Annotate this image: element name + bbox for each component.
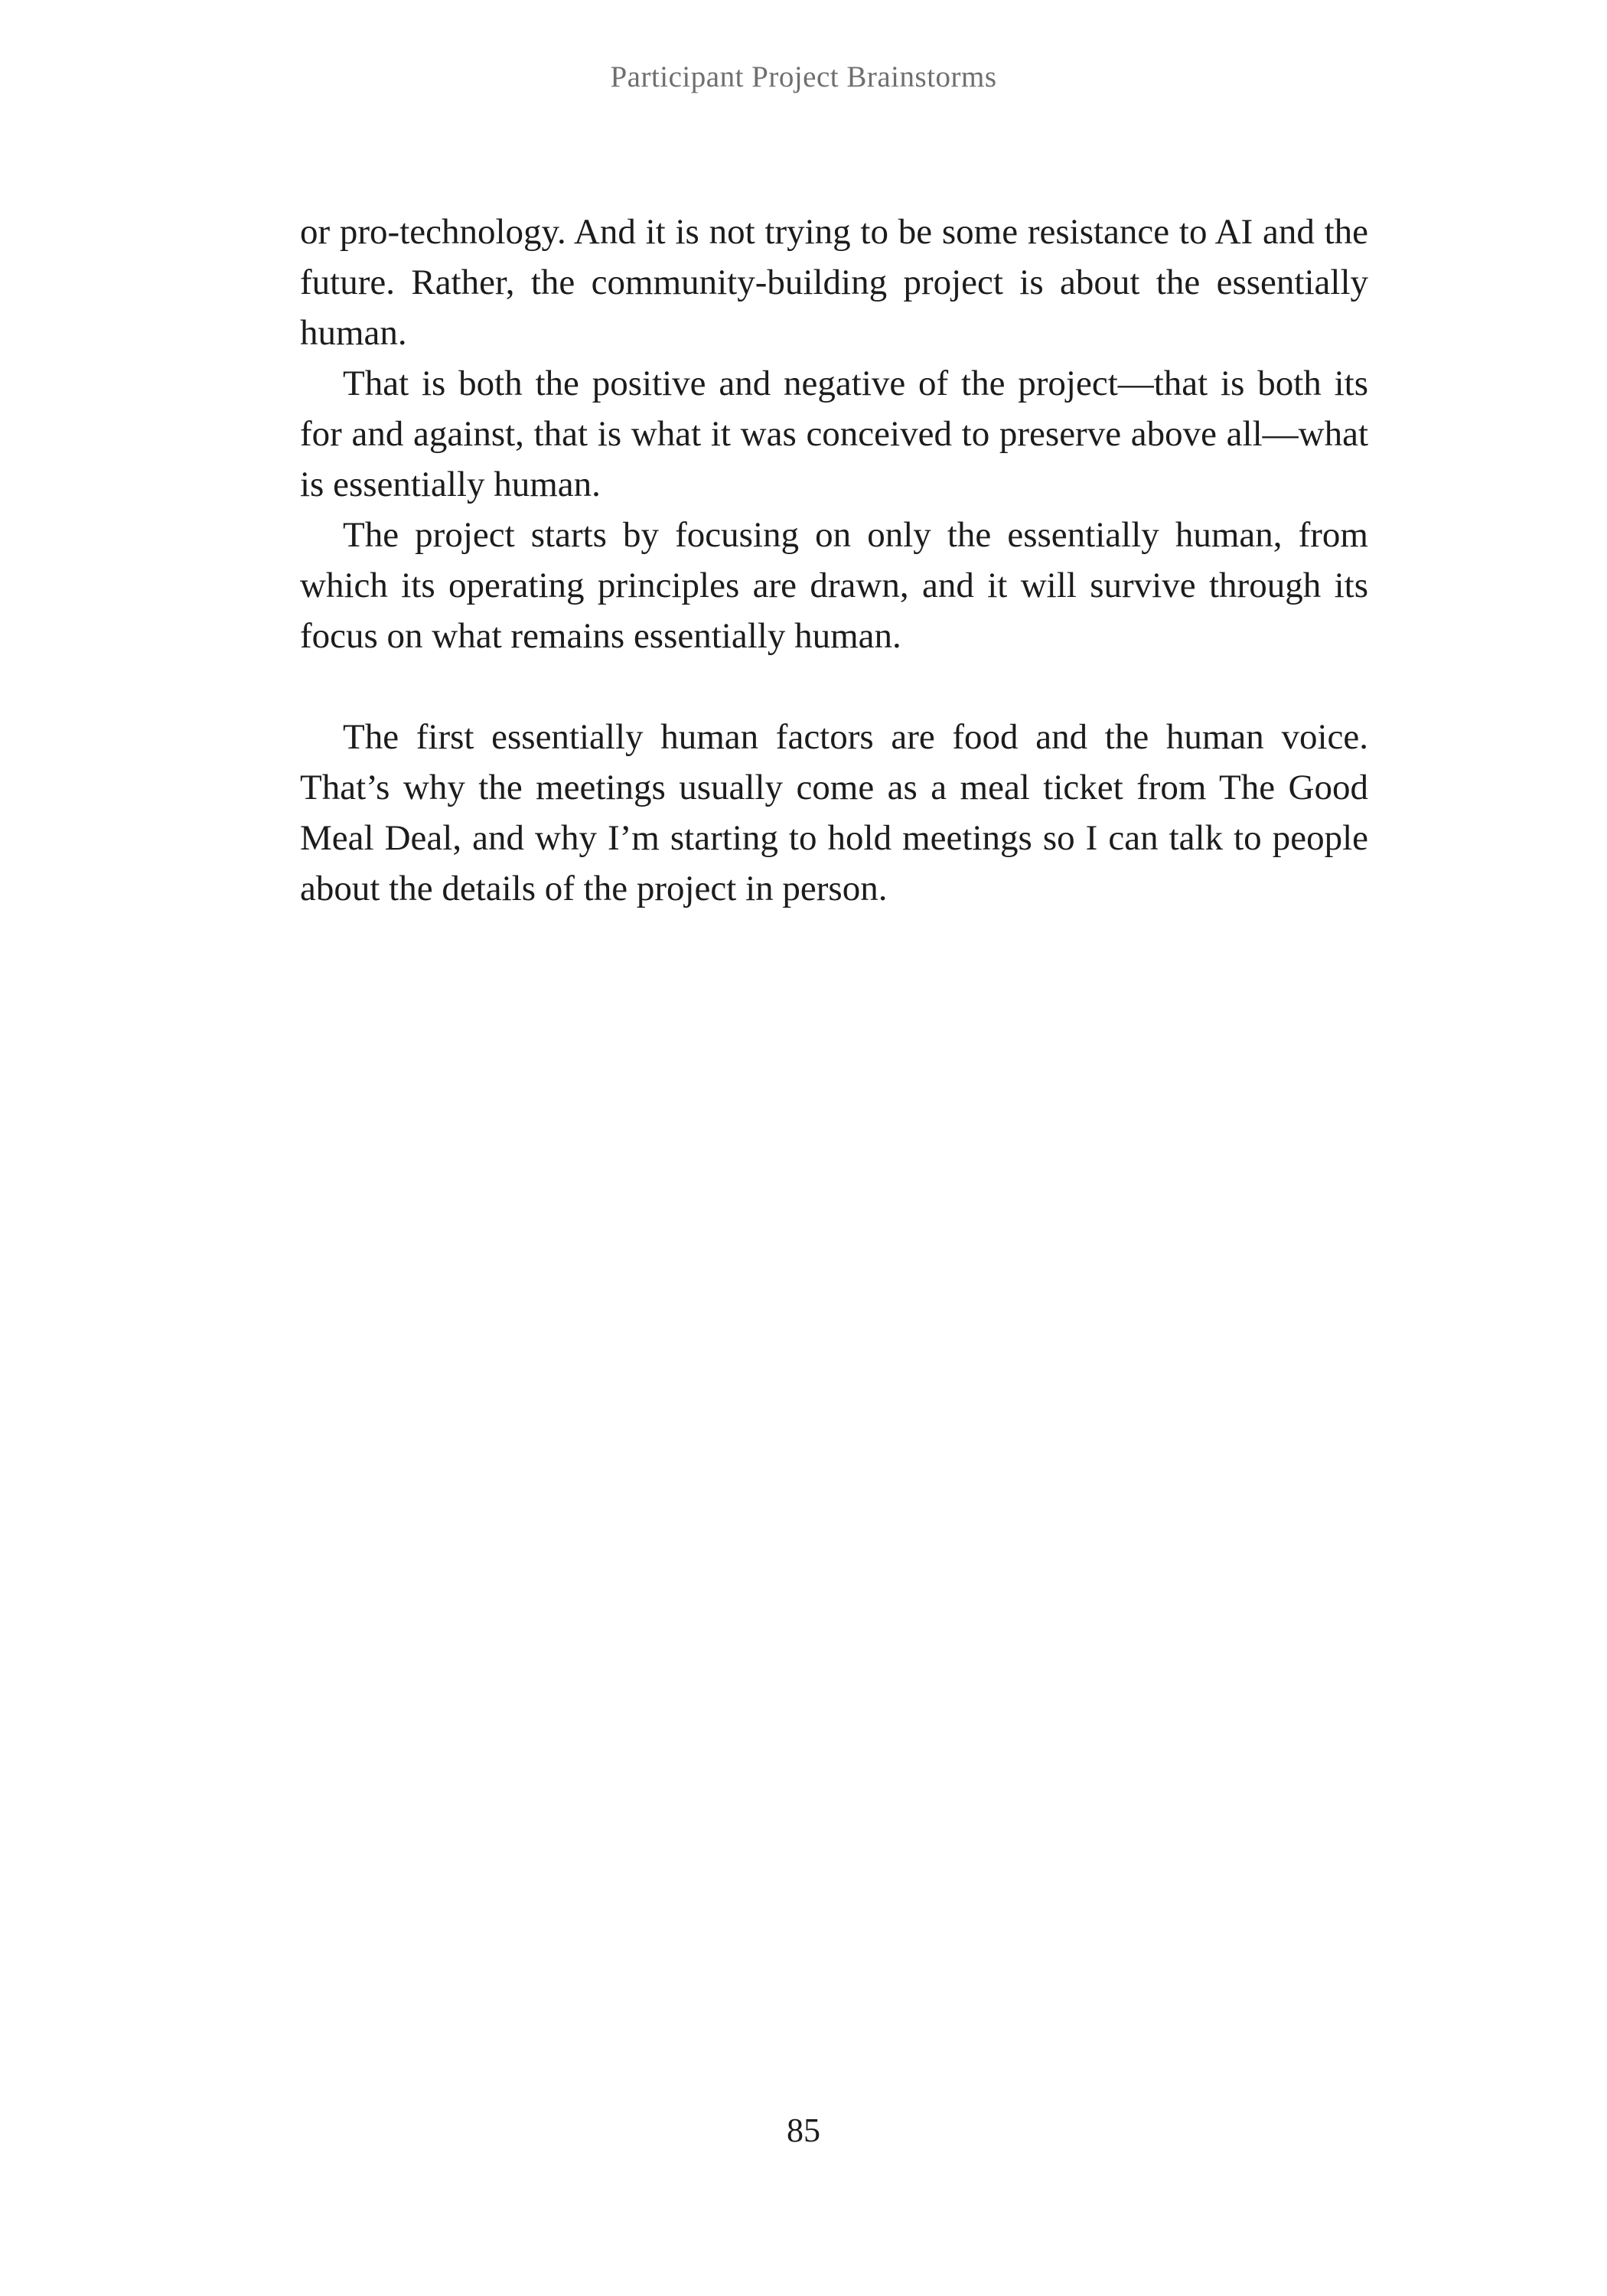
paragraph-continuation: or pro-technology. And it is not trying to be some resistance to AI and the future. Rather, the community-building project is about the essentially human.: [300, 212, 1368, 353]
paragraph: That is both the positive and negative of the project—that is both its for and against, that is what it was conceived to preserve above all—what is essentially human.: [300, 364, 1368, 504]
page-number: 85: [787, 2112, 820, 2149]
body-text: [300, 207, 1368, 914]
paragraph: The project starts by focusing on only the essentially human, from which its operating principles are drawn, and it will survive through its focus on what remains essentially human.: [300, 515, 1368, 656]
running-header: Participant Project Brainstorms: [610, 60, 997, 93]
paragraph-section-start: The first essentially human factors are food and the human voice. That’s why the meetings usually come as a meal ticket from The Good Meal Deal, and why I’m starting to hold meetings so I can talk to people about the details of the project in person.: [300, 717, 1368, 908]
